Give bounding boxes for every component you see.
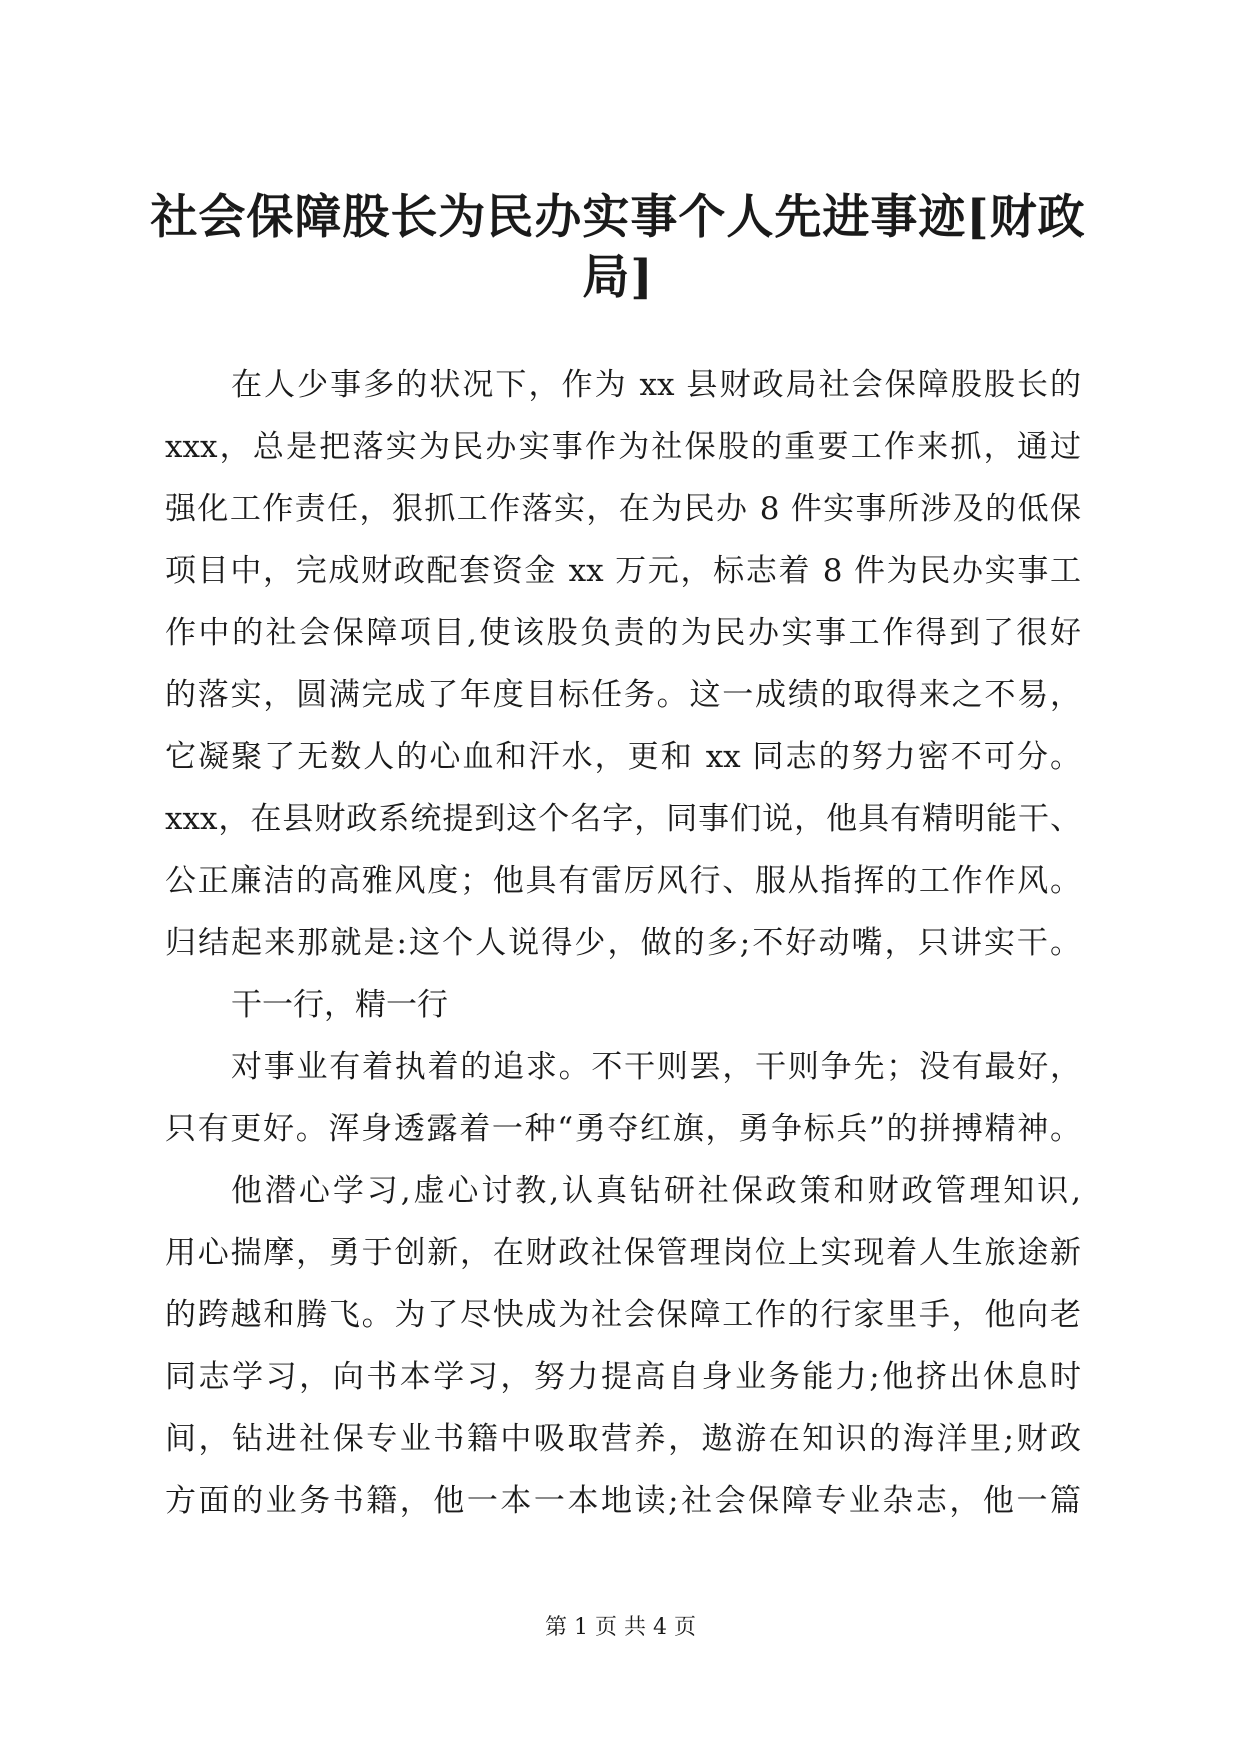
- body-line: 归结起来那就是:这个人说得少，做的多;不好动嘴，只讲实干。: [165, 925, 1081, 961]
- body-line: 对事业有着执着的追求。不干则罢，干则争先；没有最好，: [231, 1049, 1081, 1085]
- title-line: 社会保障股长为民办实事个人先进事迹[财政: [150, 190, 1086, 245]
- body-line: xxx，总是把落实为民办实事作为社保股的重要工作来抓，通过: [165, 429, 1081, 465]
- body-line: 方面的业务书籍，他一本一本地读;社会保障专业杂志，他一篇: [165, 1483, 1081, 1519]
- body-line: 强化工作责任，狠抓工作落实，在为民办 8 件实事所涉及的低保: [165, 491, 1081, 527]
- document-body: [165, 354, 1081, 1532]
- body-line: 作中的社会保障项目,使该股负责的为民办实事工作得到了很好: [165, 615, 1081, 651]
- body-line: 他潜心学习,虚心讨教,认真钻研社保政策和财政管理知识,: [231, 1173, 1081, 1209]
- body-line: 用心揣摩，勇于创新，在财政社保管理岗位上实现着人生旅途新: [165, 1235, 1081, 1271]
- body-line: 同志学习，向书本学习，努力提高自身业务能力;他挤出休息时: [165, 1359, 1081, 1395]
- page-footer: 第 1 页 共 4 页: [545, 1615, 696, 1640]
- title-line: 局]: [582, 250, 654, 305]
- section-heading: 干一行，精一行: [231, 987, 448, 1023]
- body-line: 的落实，圆满完成了年度目标任务。这一成绩的取得来之不易，: [165, 677, 1081, 713]
- body-line: 只有更好。浑身透露着一种“勇夺红旗，勇争标兵”的拼搏精神。: [165, 1111, 1081, 1147]
- body-line: 在人少事多的状况下，作为 xx 县财政局社会保障股股长的: [231, 367, 1081, 403]
- document-title: [150, 188, 1086, 308]
- body-line: 公正廉洁的高雅风度；他具有雷厉风行、服从指挥的工作作风。: [165, 863, 1081, 899]
- body-line: 项目中，完成财政配套资金 xx 万元，标志着 8 件为民办实事工: [165, 553, 1081, 589]
- body-line: 间，钻进社保专业书籍中吸取营养，遨游在知识的海洋里;财政: [165, 1421, 1081, 1457]
- body-line: 它凝聚了无数人的心血和汗水，更和 xx 同志的努力密不可分。: [165, 739, 1081, 775]
- body-line: 的跨越和腾飞。为了尽快成为社会保障工作的行家里手，他向老: [165, 1297, 1081, 1333]
- body-line: xxx，在县财政系统提到这个名字，同事们说，他具有精明能干、: [165, 801, 1081, 837]
